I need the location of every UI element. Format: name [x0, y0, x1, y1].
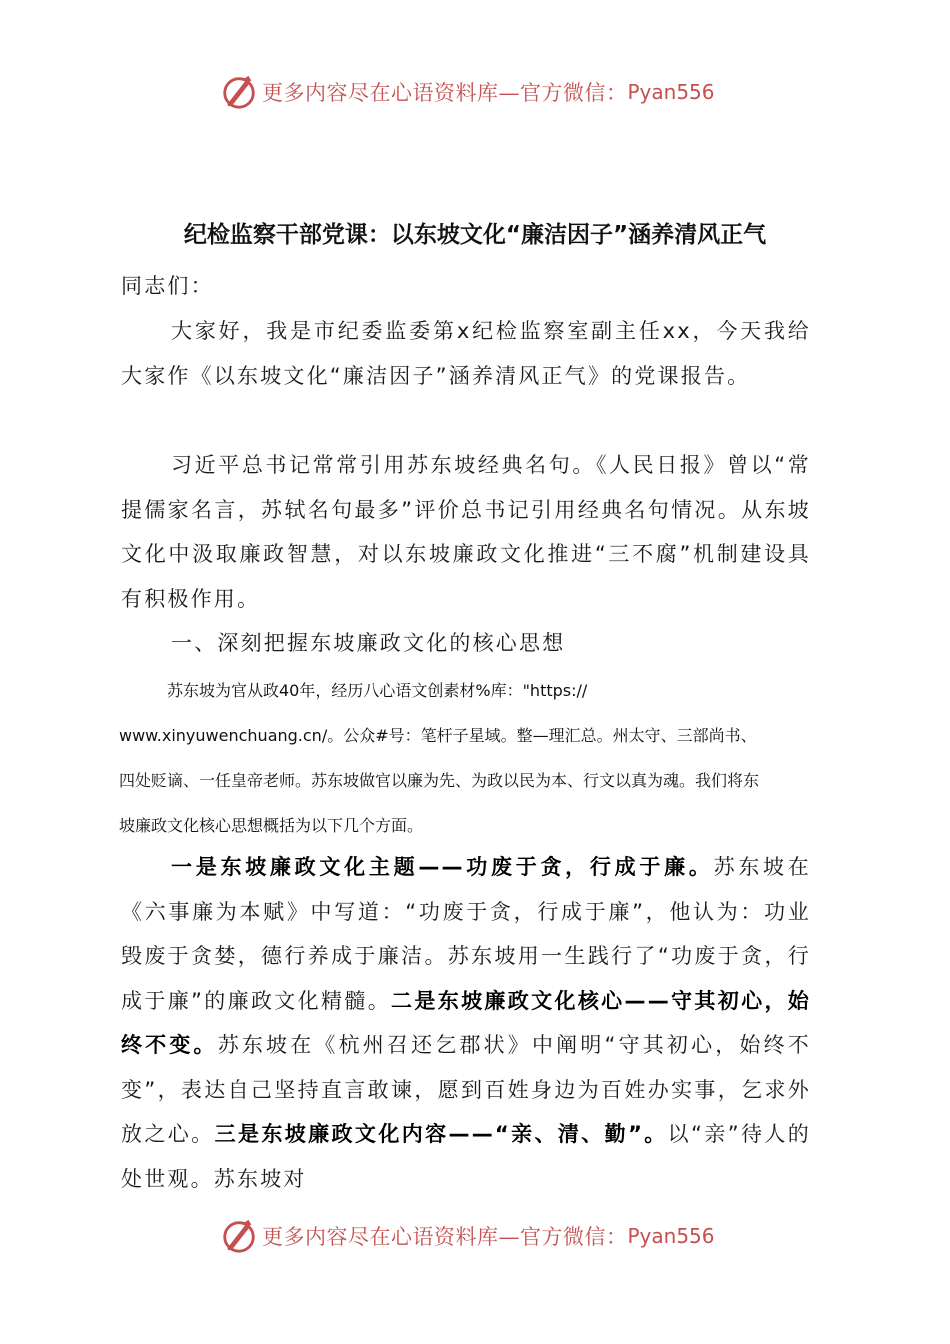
paragraph-core-ideas — [121, 845, 811, 1201]
banner-wechat-id: Pyan556 — [627, 80, 715, 104]
point-3-heading: 三是东坡廉政文化内容——“亲、清、勤”。 — [214, 1122, 668, 1146]
small-line-4: 坡廉政文化核心思想概括为以下几个方面。 — [119, 816, 424, 835]
section-heading-block — [121, 621, 811, 666]
paragraph-intro — [121, 309, 811, 398]
point-3-text: 以“亲”待人的处世观。苏东坡对 — [121, 1122, 811, 1191]
header-banner — [220, 72, 740, 112]
banner-text: 更多内容尽在心语资料库—官方微信： — [262, 1225, 628, 1249]
point-2-heading: 二是东坡廉政文化核心——守其初心，始终不变。 — [121, 988, 811, 1057]
point-1-heading: 一是东坡廉政文化主题——功废于贪，行成于廉。 — [171, 855, 714, 879]
paragraph-3 — [121, 845, 811, 1201]
point-1-text: 苏东坡在《六事廉为本赋》中写道：“功废于贪，行成于廉”，他认为：功业毁废于贪婪，德行养成于廉洁。苏东坡用一生践行了“功废于贪，行成于廉”的廉政文化精髓。 — [121, 855, 811, 1013]
banner-text: 更多内容尽在心语资料库—官方微信： — [262, 81, 628, 105]
small-line-3: 四处贬谪、一任皇帝老师。苏东坡做官以廉为先、为政以民为本、行文以真为魂。我们将东 — [119, 771, 760, 790]
small-line-1: 苏东坡为官从政40年，经历八心语文创素材%库："https:// — [167, 681, 588, 700]
paragraph-quotes — [121, 443, 811, 621]
section-heading-1: 一、深刻把握东坡廉政文化的核心思想 — [171, 631, 566, 655]
pen-logo-icon — [220, 73, 258, 111]
pen-logo-icon — [220, 1217, 258, 1255]
paragraph-1: 大家好，我是市纪委监委第x纪检监察室副主任xx，今天我给大家作《以东坡文化“廉洁因子”涵养清风正气》的党课报告。 — [121, 319, 811, 388]
small-line-2: www.xinyuwenchuang.cn/。公众#号：笔杆子星域。整—理汇总。州太守、三部尚书、 — [119, 726, 757, 745]
document-title: 纪检监察干部党课：以东坡文化“廉洁因子”涵养清风正气 — [183, 222, 767, 248]
greeting: 同志们： — [121, 274, 214, 298]
paragraph-2: 习近平总书记常常引用苏东坡经典名句。《人民日报》曾以“常提儒家名言，苏轼名句最多”评价总书记引用经典名句情况。从东坡文化中汲取廉政智慧，对以东坡廉政文化推进“三不腐”机制建设具有积极作用。 — [121, 453, 811, 611]
footer-banner — [220, 1216, 740, 1256]
banner-wechat-id: Pyan556 — [627, 1224, 715, 1248]
point-2-text: 苏东坡在《杭州召还乞郡状》中阐明“守其初心，始终不变”，表达自己坚持直言敢谏，愿到百姓身边为百姓办实事，乞求外放之心。 — [121, 1033, 811, 1146]
small-text-block — [119, 668, 829, 848]
greeting-block — [121, 264, 811, 309]
